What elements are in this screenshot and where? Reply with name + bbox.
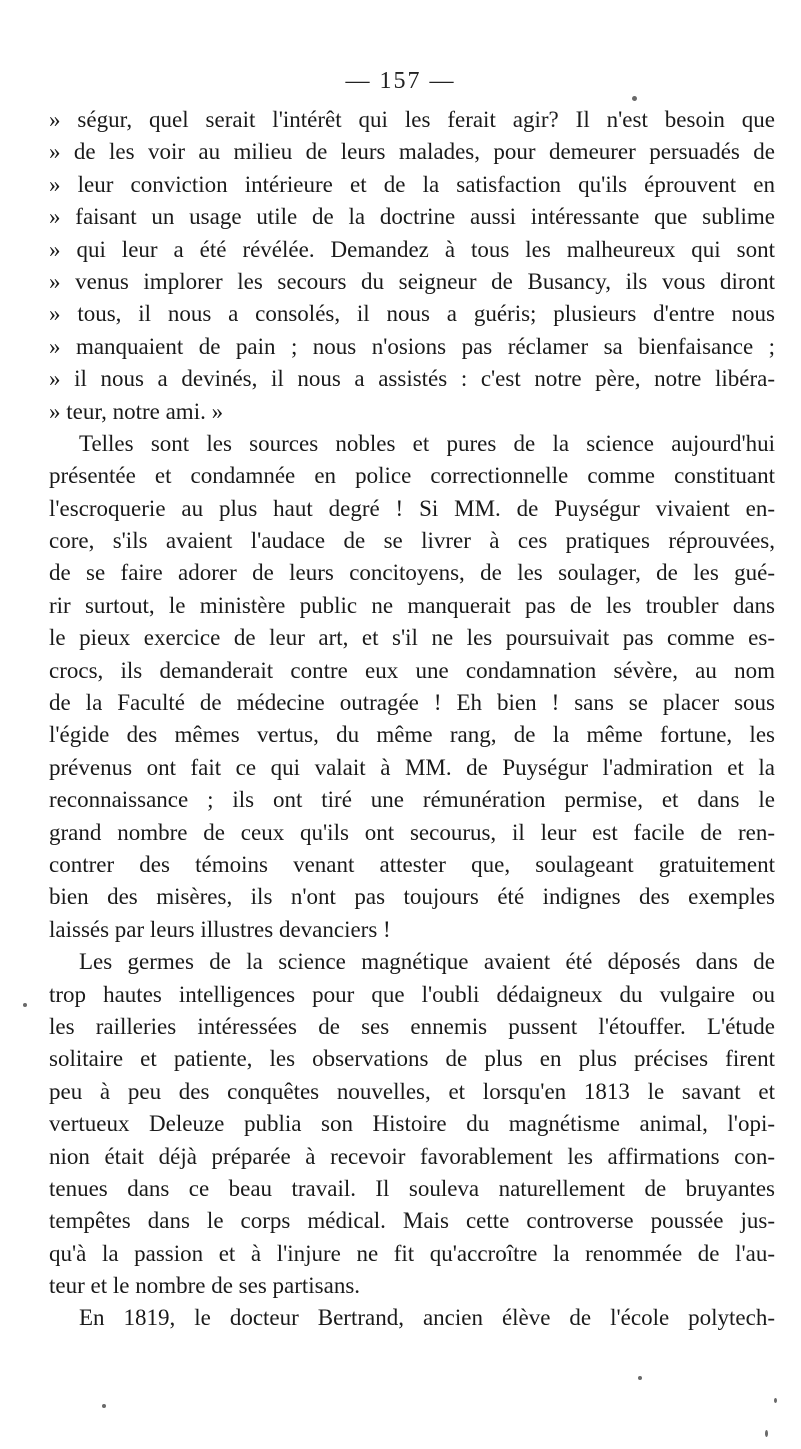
text-line: » venus implorer les secours du seigneur de Busancy, ils vous diront xyxy=(49,268,775,294)
text-line: core, s'ils avaient l'audace de se livrer à ces pratiques réprouvées, xyxy=(49,528,775,554)
text-line: En 1819, le docteur Bertrand, ancien élève de l'école polytech- xyxy=(79,1305,775,1331)
text-line: les railleries intéressées de ses ennemis pussent l'étouffer. L'étude xyxy=(49,1013,775,1039)
text-line: » il nous a devinés, il nous a assistés : c'est notre père, notre libéra- xyxy=(49,366,775,392)
text-line: contrer des témoins venant attester que, soulageant gratuitement xyxy=(49,851,775,877)
text-line: l'escroquerie au plus haut degré ! Si MM. de Puységur vivaient en- xyxy=(49,495,775,521)
text-line: le pieux exercice de leur art, et s'il ne les poursuivait pas comme es- xyxy=(49,625,775,651)
text-line: l'égide des mêmes vertus, du même rang, de la même fortune, les xyxy=(49,722,775,748)
text-line: bien des misères, ils n'ont pas toujours été indignes des exemples xyxy=(49,884,775,910)
text-line: de se faire adorer de leurs concitoyens, de les soulager, de les gué- xyxy=(49,560,775,586)
text-line: » qui leur a été révélée. Demandez à tous les malheureux qui sont xyxy=(49,236,775,262)
paper-speck xyxy=(774,1398,777,1403)
body-text xyxy=(49,104,775,1335)
text-line: teur et le nombre de ses partisans. xyxy=(49,1273,361,1299)
text-line: » tous, il nous a consolés, il nous a guéris; plusieurs d'entre nous xyxy=(49,301,775,327)
paper-speck xyxy=(102,1404,106,1408)
text-line: crocs, ils demanderait contre eux une condamnation sévère, au nom xyxy=(49,657,775,683)
page-number: — 157 — xyxy=(345,68,456,94)
paper-speck xyxy=(638,1376,642,1380)
text-line: » de les voir au milieu de leurs malades, pour demeurer persuadés de xyxy=(49,139,775,165)
text-line: nion était déjà préparée à recevoir favorablement les affirmations con- xyxy=(49,1143,775,1169)
text-line: rir surtout, le ministère public ne manquerait pas de les troubler dans xyxy=(49,592,775,618)
text-line: laissés par leurs illustres devanciers ! xyxy=(49,916,391,942)
paper-speck xyxy=(23,1003,27,1007)
text-line: de la Faculté de médecine outragée ! Eh bien ! sans se placer sous xyxy=(49,690,775,716)
text-line: trop hautes intelligences pour que l'oubli dédaigneux du vulgaire ou xyxy=(49,981,775,1007)
text-line: peu à peu des conquêtes nouvelles, et lorsqu'en 1813 le savant et xyxy=(49,1078,775,1104)
text-line: » manquaient de pain ; nous n'osions pas réclamer sa bienfaisance ; xyxy=(49,333,775,359)
text-line: » faisant un usage utile de la doctrine aussi intéressante que sublime xyxy=(49,204,775,230)
text-line: grand nombre de ceux qu'ils ont secourus, il leur est facile de ren- xyxy=(49,819,775,845)
text-line: présentée et condamnée en police correctionnelle comme constituant xyxy=(49,463,775,489)
text-line: prévenus ont fait ce qui valait à MM. de Puységur l'admiration et la xyxy=(49,754,775,780)
text-line: Les germes de la science magnétique avaient été déposés dans de xyxy=(79,949,775,975)
text-line: tenues dans ce beau travail. Il souleva naturellement de bruyantes xyxy=(49,1175,775,1201)
paper-speck xyxy=(765,1430,768,1437)
paragraph-sources xyxy=(49,428,775,946)
text-line: qu'à la passion et à l'injure ne fit qu'accroître la renommée de l'au- xyxy=(49,1240,775,1266)
text-line: vertueux Deleuze publia son Histoire du magnétisme animal, l'opi- xyxy=(49,1111,775,1137)
text-line: » teur, notre ami. » xyxy=(49,398,224,424)
text-line: » ségur, quel serait l'intérêt qui les ferait agir? Il n'est besoin que xyxy=(49,107,775,132)
text-line: reconnaissance ; ils ont tiré une rémunération permise, et dans le xyxy=(49,787,775,813)
text-line: » leur conviction intérieure et de la satisfaction qu'ils éprouvent en xyxy=(49,171,775,197)
paragraph-quote xyxy=(49,104,775,428)
text-line: solitaire et patiente, les observations de plus en plus précises firent xyxy=(49,1046,775,1072)
text-line: tempêtes dans le corps médical. Mais cette controverse poussée jus- xyxy=(49,1208,775,1234)
paper-speck xyxy=(632,96,637,101)
paragraph-germs xyxy=(49,946,775,1335)
text-line: Telles sont les sources nobles et pures de la science aujourd'hui xyxy=(79,430,775,456)
